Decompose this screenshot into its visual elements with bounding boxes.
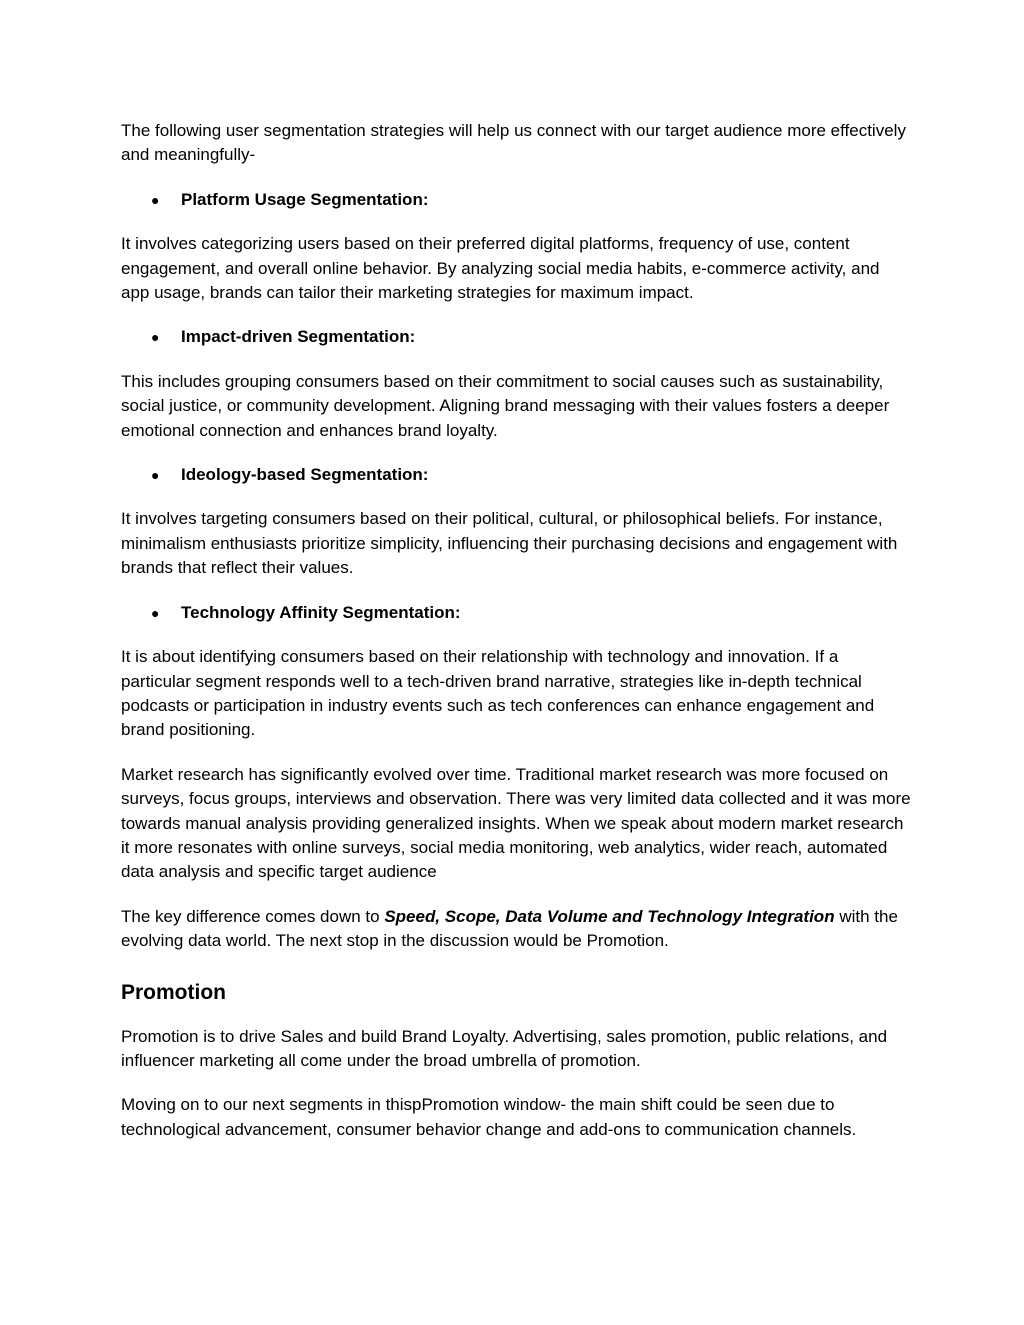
promotion-paragraph-1: Promotion is to drive Sales and build Brand Loyalty. Advertising, sales promotion, public relations, and influencer marketing all come under the broad umbrella of promotion. [121, 1026, 888, 1070]
bullet-impact-driven [121, 325, 911, 349]
technology-affinity-paragraph: It is about identifying consumers based on their relationship with technology and innovation. If a particular segment responds well to a tech-driven brand narrative, strategies like in-depth technical podcasts or participation in industry events such as tech conferences can enhance engagement and brand positioning. [121, 647, 875, 740]
key-difference-paragraph [121, 905, 911, 954]
bullet-icon: ● [151, 467, 160, 484]
bullet-heading: Ideology-based Segmentation: [181, 465, 429, 485]
bullet-icon: ● [151, 329, 160, 346]
market-research-paragraph: Market research has significantly evolved over time. Traditional market research was more focused on surveys, focus groups, interviews and observation. There was very limited data collected and it was more towards manual analysis providing generalized insights. When we speak about modern market research it more resonates with online surveys, social media monitoring, web analytics, wider reach, automated data analysis and specific target audience [121, 764, 911, 882]
bullet-icon: ● [151, 604, 160, 621]
document-page [121, 119, 911, 1162]
ideology-based-paragraph: It involves targeting consumers based on their political, cultural, or philosophical beliefs. For instance, minimalism enthusiasts prioritize simplicity, influencing their purchasing decisions and engagement with brands that reflect their values. [121, 509, 898, 578]
bullet-technology-affinity [121, 601, 911, 625]
intro-paragraph: The following user segmentation strategies will help us connect with our target audience more effectively and meaningfully- [121, 121, 906, 165]
bullet-heading: Platform Usage Segmentation: [181, 189, 429, 209]
key-difference-tail: with the evolving data world. The next stop in the discussion would be Promotion. [121, 906, 898, 951]
bullet-icon: ● [151, 191, 160, 208]
key-difference-emphasis: Speed, Scope, Data Volume and Technology Integration [384, 906, 835, 926]
impact-driven-paragraph: This includes grouping consumers based on their commitment to social causes such as sustainability, social justice, or community development. Aligning brand messaging with their values fosters a deeper emotional connection and enhances brand loyalty. [121, 371, 890, 440]
bullet-ideology-based [121, 463, 911, 487]
bullet-heading: Impact-driven Segmentation: [181, 327, 416, 347]
platform-usage-paragraph: It involves categorizing users based on their preferred digital platforms, frequency of use, content engagement, and overall online behavior. By analyzing social media habits, e-commerce activity, and app usage, brands can tailor their marketing strategies for maximum impact. [121, 234, 880, 303]
bullet-platform-usage [121, 188, 911, 212]
promotion-paragraph-2: Moving on to our next segments in thispPromotion window- the main shift could be seen due to technological advancement, consumer behavior change and add-ons to communication channels. [121, 1095, 857, 1139]
bullet-heading: Technology Affinity Segmentation: [181, 602, 461, 622]
promotion-heading: Promotion [121, 980, 226, 1004]
key-difference-lead: The key difference comes down to [121, 906, 385, 926]
